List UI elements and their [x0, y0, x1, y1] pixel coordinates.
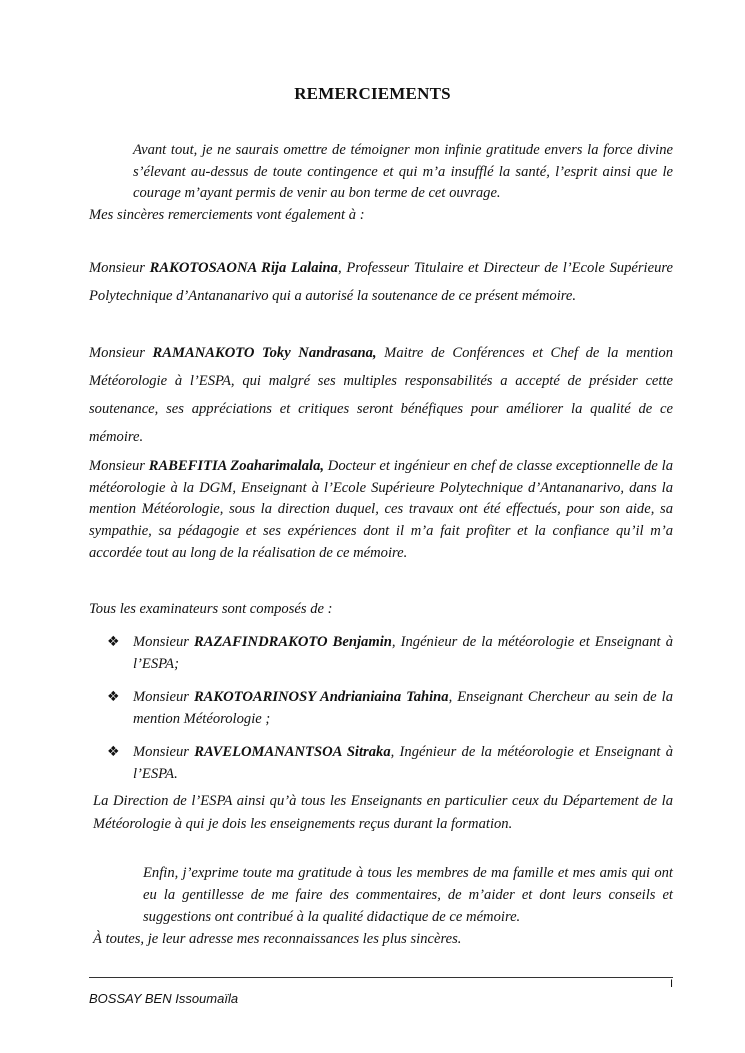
list-item [104, 742, 673, 785]
ack-name: RAMANAKOTO Toky Nandrasana, [152, 345, 377, 361]
examiner-text: , Ingénieur de la météorologie et Enseignant à l’ESPA; [133, 634, 673, 672]
direction-paragraph: La Direction de l’ESPA ainsi qu’à tous les Enseignants en particulier ceux du Département de la Météorologie à qui je dois les enseignements reçus durant la formation. [93, 793, 673, 832]
intro-lead-in: Mes sincères remerciements vont également à : [89, 206, 365, 223]
ack-director [89, 254, 673, 310]
footer-author: BOSSAY BEN Issoumaïla [89, 991, 239, 1006]
examiner-name: RAVELOMANANTSOA Sitraka [194, 744, 391, 760]
intro-paragraph [89, 140, 673, 226]
diamond-bullet-icon: ❖ [107, 689, 120, 705]
footer-divider [89, 977, 673, 978]
ack-text: , Professeur Titulaire et Directeur de l’Ecole Supérieure Polytechnique d’Antananarivo qui a autorisé la soutenance de ce présent mémoire. [89, 260, 674, 304]
ack-president [89, 339, 673, 451]
examiner-text: , Ingénieur de la météorologie et Enseignant à l’ESPA. [133, 744, 673, 782]
examiner-prefix: Monsieur [133, 634, 195, 650]
ack-prefix: Monsieur [89, 458, 149, 474]
list-item [104, 687, 673, 730]
ack-name: RABEFITIA Zoaharimalala, [148, 458, 325, 474]
intro-text: Avant tout, je ne saurais omettre de témoigner mon infinie gratitude envers la force divine s’élevant au-dessus de toute contingence et qui m’a insufflé la santé, l’esprit ainsi que le courage m’ayant permis de venir au bon terme de cet ouvrage. [133, 142, 673, 201]
ack-name: RAKOTOSAONA Rija Lalaina [149, 260, 338, 276]
page-number: I [669, 978, 673, 990]
closing-text: Enfin, j’exprime toute ma gratitude à tous les membres de ma famille et mes amis qui ont eu la gentillesse de me faire des commentaires, de m’aider et dont leurs conseils et suggestions ont contribué à la qualité didactique de ce mémoire. [143, 865, 673, 925]
closing-final: À toutes, je leur adresse mes reconnaissances les plus sincères. [93, 931, 462, 947]
closing-paragraph [93, 862, 673, 950]
examiner-name: RAZAFINDRAKOTO Benjamin [194, 634, 392, 650]
examiners-lead-in: Tous les examinateurs sont composés de : [89, 601, 333, 617]
page-title: REMERCIEMENTS [294, 84, 451, 103]
ack-prefix: Monsieur [89, 345, 153, 361]
examiners-list [104, 632, 673, 797]
list-item [104, 632, 673, 675]
diamond-bullet-icon: ❖ [107, 634, 120, 650]
ack-text: Maitre de Conférences et Chef de la mention Météorologie à l’ESPA, qui malgré ses multiples responsabilités a accepté de présider cette soutenance, ses appréciations et critiques seront bénéfiques pour améliorer la qualité de ce mémoire. [89, 345, 673, 445]
ack-prefix: Monsieur [89, 260, 150, 276]
ack-text: Docteur et ingénieur en chef de classe exceptionnelle de la météorologie à la DGM, Enseignant à l’Ecole Supérieure Polytechnique d’Antananarivo, dans la mention Météorologie, sous la direction duquel, ces travaux ont été effectués, pour son aide, sa sympathie, sa pédagogie et ses expériences dont il m’a fait profiter et la confiance qu’il m’a accordée tout au long de la réalisation de ce mémoire. [89, 458, 673, 561]
diamond-bullet-icon: ❖ [107, 744, 120, 760]
examiner-name: RAKOTOARINOSY Andrianiaina Tahina [193, 689, 449, 705]
examiner-prefix: Monsieur [133, 744, 195, 760]
ack-supervisor [89, 456, 673, 565]
examiner-prefix: Monsieur [133, 689, 194, 705]
examiner-text: , Enseignant Chercheur au sein de la mention Météorologie ; [133, 689, 673, 727]
